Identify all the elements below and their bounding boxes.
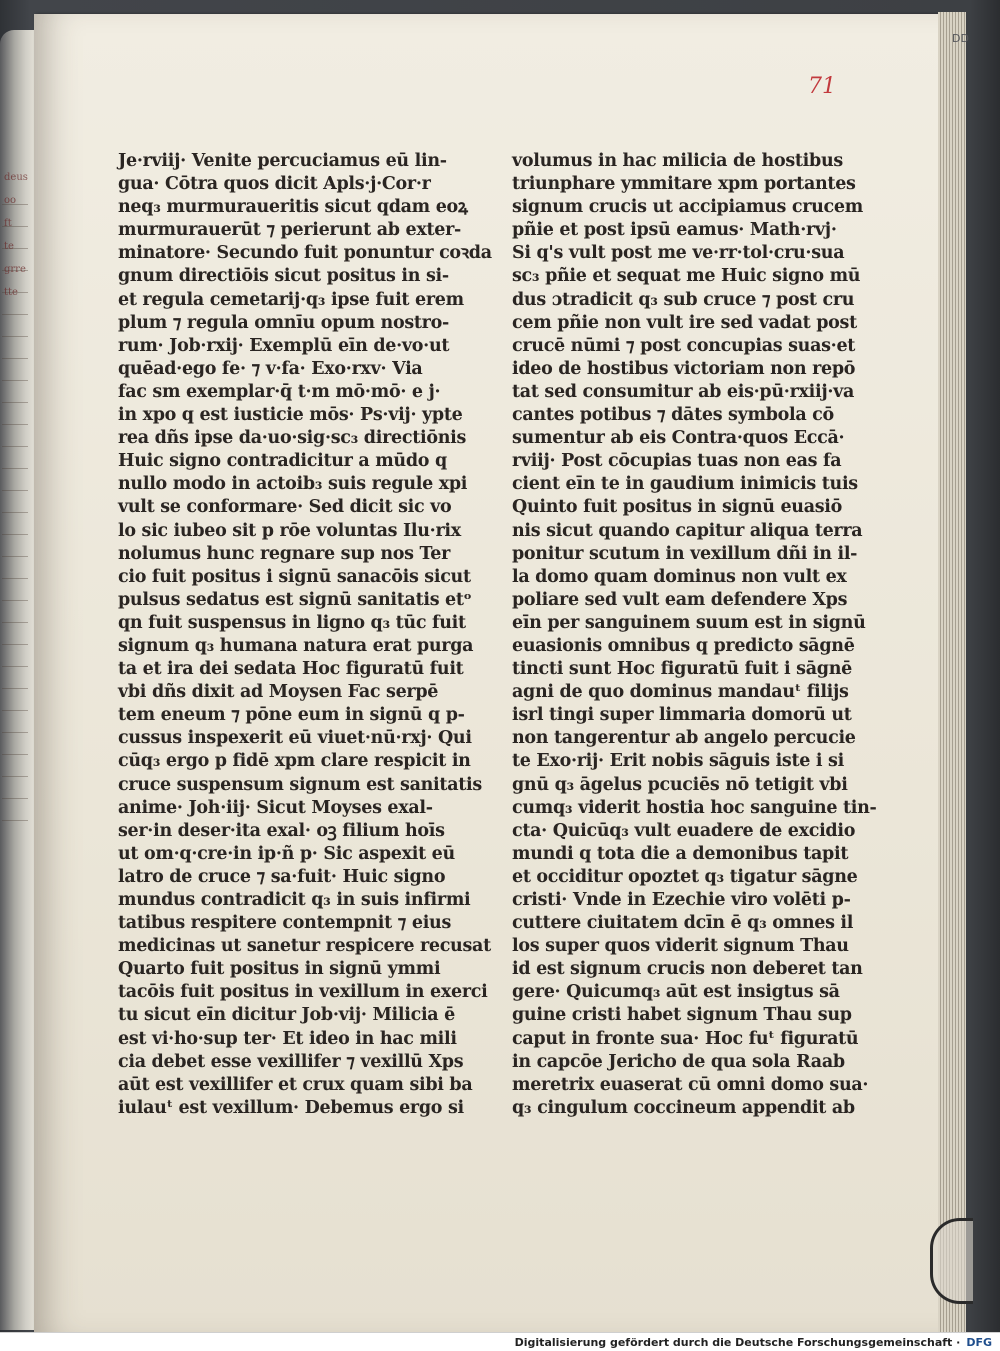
text-line: Quinto fuit positus in signū euasiō [512,497,843,518]
margin-note: ft [4,218,12,230]
text-line: in xpo q est iusticie mōs· Ps·vij· ypte [118,405,463,426]
text-line: neq₃ murmuraueritis sicut qdam eoꝝ [118,197,468,218]
text-line: sumentur ab eis Contra·quos Eccā· [512,428,845,449]
text-line: guine cristi habet signum Thau sup [512,1005,852,1026]
text-line: lo sic iubeo sit p rōe voluntas Ilu·rix [118,520,461,541]
text-line: triunphare ymmitare xpm portantes [512,174,856,195]
page-clip [930,1218,973,1304]
left-text-column [118,150,492,1120]
folio-number: 71 [808,74,836,99]
text-line: gere· Quicumq₃ aūt est insigtus sā [512,982,840,1003]
text-line: eīn per sanguinem suum est in signū [512,612,866,633]
margin-note: te [4,241,14,253]
text-line: sc₃ pñie et sequat me Huic signo mū [512,266,861,287]
text-line: Si q's vult post me ve·rr·tol·cru·sua [512,243,845,264]
text-line: Je·rviij· Venite percuciamus eū lin- [118,151,447,171]
text-line: los super quos viderit signum Thau [512,936,849,957]
text-line: vult se conformare· Sed dicit sic vo [118,497,452,518]
text-line: la domo quam dominus non vult ex [512,566,847,587]
text-line: nullo modo in actoib₃ suis regule xpi [118,474,468,495]
text-line: cumq₃ viderit hostia hoc sanguine tin- [512,797,877,818]
text-line: non tangerentur ab angelo percucie [512,728,856,749]
margin-note: oo [4,195,17,207]
text-line: cūq₃ ergo p fidē xpm clare respicit in [118,751,471,772]
text-line: iulauᵗ est vexillum· Debemus ergo si [118,1097,464,1118]
text-line: in capcōe Jericho de qua sola Raab [512,1051,845,1072]
margin-note: tte [4,287,18,299]
text-line: quēad·ego fe· ⁊ v·fa· Exo·rxv· Via [118,358,423,379]
text-line: volumus in hac milicia de hostibus [512,151,843,171]
text-line: cta· Quicūq₃ vult euadere de excidio [512,820,856,841]
text-line: plum ⁊ regula omnīu opum nostro- [118,312,449,333]
text-line: tacōis fuit positus in vexillum in exerci [118,982,488,1003]
text-line: pñie et post ipsū eamus· Math·rvj· [512,220,837,241]
text-line: Huic signo contradicitur a mūdo q [118,451,447,472]
pencil-note: DD [952,32,969,45]
footer-credit: Digitalisierung gefördert durch die Deutsche Forschungsgemeinschaft · [514,1335,961,1349]
text-line: gnum directiōis sicut positus in si- [118,266,449,287]
text-line: crucē nūmi ⁊ post concupias suas·et [512,335,856,356]
dfg-logo: DFG [966,1335,992,1349]
text-line: mundi q tota die a demonibus tapit [512,843,849,864]
text-line: anime· Joh·iij· Sicut Moyses exal- [118,797,433,818]
margin-note: grre [4,264,26,276]
text-line: tatibus respitere contempnit ⁊ eius [118,913,452,934]
right-text-column [512,150,877,1120]
page-stack-edge [938,12,966,1332]
text-line: murmurauerūt ⁊ perierunt ab exter- [118,220,461,241]
text-line: Quarto fuit positus in signū ymmi [118,959,441,980]
text-line: gua· Cōtra quos dicit Apls·j·Cor·r [118,174,431,195]
text-line: ser·in deser·ita exal· oꝫ filium hoīs [118,820,445,841]
text-line: rviij· Post cōcupias tuas non eas fa [512,451,842,472]
text-line: cristi· Vnde in Ezechie viro volēti p- [512,890,851,910]
text-line: ut om·q·cre·in ip·ñ p· Sic aspexit eū [118,843,455,864]
text-line: pulsus sedatus est signū sanitatis etᵒ [118,589,472,610]
text-line: cia debet esse vexillifer ⁊ vexillū Xps [118,1051,464,1072]
text-line: et occiditur opoztet q₃ tigatur sāgne [512,866,858,887]
text-line: meretrix euaserat cū omni domo sua· [512,1074,869,1095]
text-line: cient eīn te in gaudium inimicis tuis [512,474,858,495]
text-line: fac sm exemplar·q̄ t·m mō·mō· e j· [118,381,441,402]
text-line: euasionis omnibus q predicto sāgnē [512,635,855,656]
text-line: cem pñie non vult ire sed vadat post [512,312,857,333]
text-line: cantes potibus ⁊ dātes symbola cō [512,405,834,426]
text-line: q₃ cingulum coccineum appendit ab [512,1097,855,1118]
text-line: latro de cruce ⁊ sa·fuit· Huic signo [118,866,446,887]
text-line: et regula cemetarij·q₃ ipse fuit erem [118,289,464,310]
text-line: medicinas ut sanetur respicere recusat [118,936,491,957]
text-line: cruce suspensum signum est sanitatis [118,774,482,795]
text-line: vbi dñs dixit ad Moysen Fac serpē [118,682,439,703]
text-line: minatore· Secundo fuit ponuntur coꝛda [118,243,492,264]
text-line: mundus contradicit q₃ in suis infirmi [118,890,471,910]
text-line: aūt est vexillifer et crux quam sibi ba [118,1074,473,1095]
text-line: cussus inspexerit eū viuet·nū·rxj· Qui [118,728,472,749]
text-line: isrl tingi super limmaria domorū ut [512,705,852,726]
text-line: tincti sunt Hoc figuratū fuit i sāgnē [512,659,852,680]
text-line: poliare sed vult eam defendere Xps [512,589,848,610]
margin-note: deus [4,172,28,183]
text-line: te Exo·rij· Erit nobis sāguis iste i si [512,751,844,772]
text-line: est vi·ho·sup ter· Et ideo in hac mili [118,1028,457,1049]
text-line: ponitur scutum in vexillum dñi in il- [512,543,858,564]
text-line: nolumus hunc regnare sup nos Ter [118,543,450,564]
text-line: rea dñs ipse da·uo·sig·sc₃ directiōnis [118,428,467,449]
text-line: nis sicut quando capitur aliqua terra [512,520,863,541]
text-line: agni de quo dominus mandauᵗ filijs [512,682,849,703]
text-line: signum q₃ humana natura erat purga [118,635,474,656]
text-line: id est signum crucis non deberet tan [512,959,863,980]
footer-bar [0,1332,1000,1351]
text-line: ideo de hostibus victoriam non repō [512,358,856,379]
text-line: gnū q₃ āgelus pcuciēs nō tetigit vbi [512,774,848,795]
text-line: dus ɔtradicit q₃ sub cruce ⁊ post cru [512,289,855,310]
text-line: tu sicut eīn dicitur Job·vij· Milicia ē [118,1005,455,1026]
text-line: rum· Job·rxij· Exemplū eīn de·vo·ut [118,335,450,356]
text-line: caput in fronte sua· Hoc fuᵗ figuratū [512,1028,859,1049]
text-line: signum crucis ut accipiamus crucem [512,197,863,218]
text-line: tem eneum ⁊ pōne eum in signū q p- [118,705,465,726]
text-line: qn fuit suspensus in ligno q₃ tūc fuit [118,612,466,633]
text-line: cio fuit positus i signū sanacōis sicut [118,566,471,587]
margin-notes [4,170,30,309]
text-line: tat sed consumitur ab eis·pū·rxiij·va [512,381,855,402]
text-line: cuttere ciuitatem dcīn ē q₃ omnes il [512,913,854,934]
text-line: ta et ira dei sedata Hoc figuratū fuit [118,659,464,680]
